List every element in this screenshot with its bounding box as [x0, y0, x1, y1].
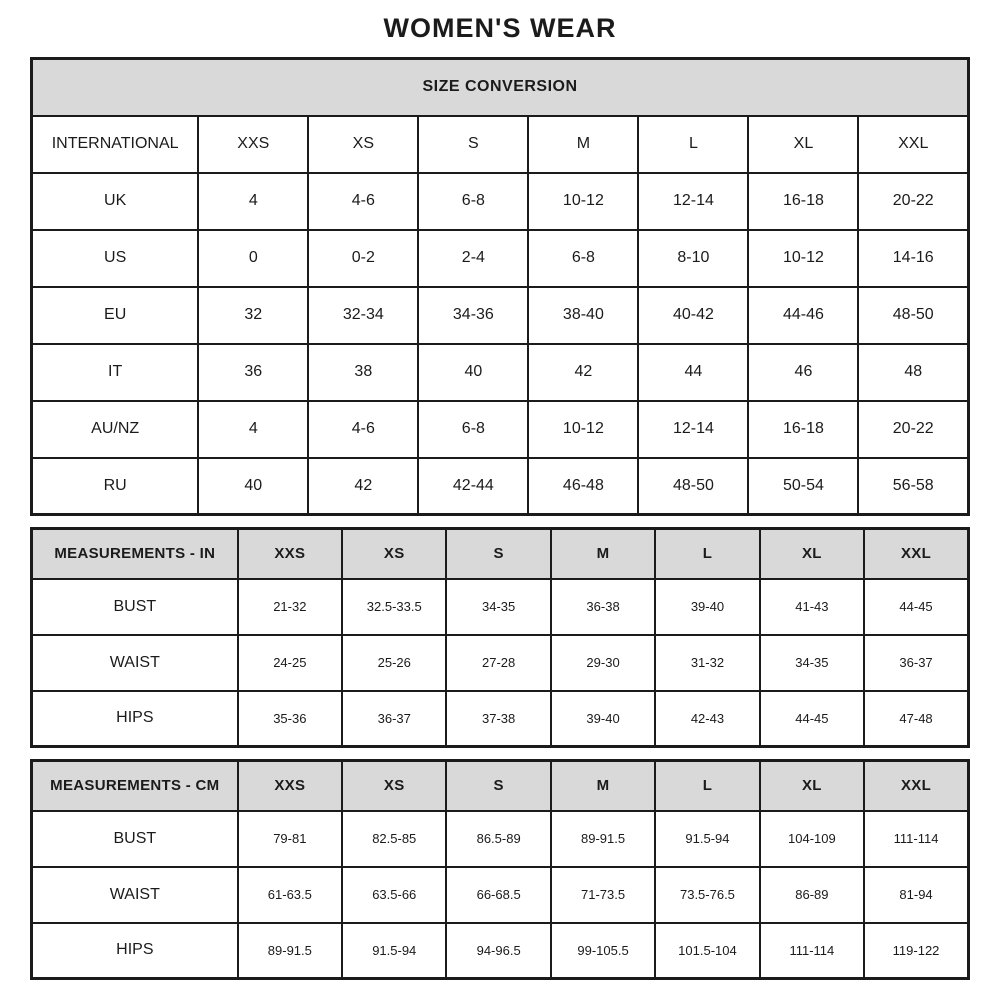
table-row [32, 635, 969, 691]
value-cell: 36-37 [864, 635, 968, 691]
row-label: HIPS [32, 923, 238, 979]
row-label: WAIST [32, 867, 238, 923]
value-cell: 29-30 [551, 635, 655, 691]
row-label: WAIST [32, 635, 238, 691]
value-cell: 40-42 [638, 287, 748, 344]
value-cell: 20-22 [858, 401, 968, 458]
row-label: AU/NZ [32, 401, 199, 458]
table-row [32, 811, 969, 867]
value-cell: 4 [198, 401, 308, 458]
value-cell: 86.5-89 [446, 811, 550, 867]
measurements-cm-table [30, 759, 970, 980]
value-cell: 37-38 [446, 691, 550, 747]
value-cell: 41-43 [760, 579, 864, 635]
value-cell: 46 [748, 344, 858, 401]
size-column-header: XXS [198, 116, 308, 173]
size-column-header: INTERNATIONAL [32, 116, 199, 173]
value-cell: 42-44 [418, 458, 528, 515]
size-column-header: S [446, 761, 550, 811]
value-cell: 111-114 [760, 923, 864, 979]
measurements-cm-header-row [32, 761, 969, 811]
value-cell: 56-58 [858, 458, 968, 515]
measurements-in-table [30, 527, 970, 748]
value-cell: 32.5-33.5 [342, 579, 446, 635]
value-cell: 48-50 [858, 287, 968, 344]
value-cell: 4-6 [308, 401, 418, 458]
value-cell: 61-63.5 [238, 867, 342, 923]
value-cell: 14-16 [858, 230, 968, 287]
value-cell: 36 [198, 344, 308, 401]
table-row [32, 867, 969, 923]
value-cell: 71-73.5 [551, 867, 655, 923]
measurements-cm-title: MEASUREMENTS - CM [32, 761, 238, 811]
value-cell: 0-2 [308, 230, 418, 287]
value-cell: 94-96.5 [446, 923, 550, 979]
value-cell: 36-37 [342, 691, 446, 747]
size-conversion-banner-row [32, 59, 969, 116]
value-cell: 16-18 [748, 173, 858, 230]
value-cell: 104-109 [760, 811, 864, 867]
value-cell: 89-91.5 [238, 923, 342, 979]
table-row [32, 344, 969, 401]
value-cell: 35-36 [238, 691, 342, 747]
value-cell: 8-10 [638, 230, 748, 287]
value-cell: 6-8 [418, 173, 528, 230]
value-cell: 44 [638, 344, 748, 401]
table-row [32, 287, 969, 344]
size-column-header: XXL [864, 529, 968, 579]
value-cell: 27-28 [446, 635, 550, 691]
value-cell: 42 [308, 458, 418, 515]
value-cell: 50-54 [748, 458, 858, 515]
size-column-header: L [638, 116, 748, 173]
row-label: IT [32, 344, 199, 401]
value-cell: 82.5-85 [342, 811, 446, 867]
size-column-header: L [655, 761, 759, 811]
value-cell: 2-4 [418, 230, 528, 287]
size-column-header: XXS [238, 761, 342, 811]
value-cell: 119-122 [864, 923, 968, 979]
value-cell: 39-40 [551, 691, 655, 747]
size-column-header: S [446, 529, 550, 579]
value-cell: 32-34 [308, 287, 418, 344]
size-column-header: XXL [864, 761, 968, 811]
size-column-header: XS [342, 761, 446, 811]
value-cell: 36-38 [551, 579, 655, 635]
value-cell: 46-48 [528, 458, 638, 515]
value-cell: 99-105.5 [551, 923, 655, 979]
value-cell: 16-18 [748, 401, 858, 458]
value-cell: 91.5-94 [655, 811, 759, 867]
value-cell: 6-8 [418, 401, 528, 458]
size-column-header: L [655, 529, 759, 579]
row-label: UK [32, 173, 199, 230]
value-cell: 20-22 [858, 173, 968, 230]
value-cell: 40 [198, 458, 308, 515]
value-cell: 12-14 [638, 173, 748, 230]
value-cell: 31-32 [655, 635, 759, 691]
size-column-header: XXL [858, 116, 968, 173]
row-label: HIPS [32, 691, 238, 747]
value-cell: 86-89 [760, 867, 864, 923]
value-cell: 12-14 [638, 401, 748, 458]
value-cell: 24-25 [238, 635, 342, 691]
value-cell: 66-68.5 [446, 867, 550, 923]
value-cell: 101.5-104 [655, 923, 759, 979]
table-row [32, 401, 969, 458]
row-label: BUST [32, 579, 238, 635]
value-cell: 32 [198, 287, 308, 344]
value-cell: 40 [418, 344, 528, 401]
size-column-header: M [551, 761, 655, 811]
value-cell: 38 [308, 344, 418, 401]
value-cell: 48 [858, 344, 968, 401]
table-row [32, 579, 969, 635]
size-column-header: XS [308, 116, 418, 173]
row-label: US [32, 230, 199, 287]
value-cell: 42-43 [655, 691, 759, 747]
size-conversion-table [30, 57, 970, 516]
size-conversion-body [32, 173, 969, 515]
table-row [32, 691, 969, 747]
value-cell: 73.5-76.5 [655, 867, 759, 923]
row-label: BUST [32, 811, 238, 867]
value-cell: 6-8 [528, 230, 638, 287]
size-conversion-columns-row [32, 116, 969, 173]
measurements-in-header-row [32, 529, 969, 579]
value-cell: 34-36 [418, 287, 528, 344]
row-label: EU [32, 287, 199, 344]
value-cell: 91.5-94 [342, 923, 446, 979]
size-conversion-title: SIZE CONVERSION [32, 59, 969, 116]
value-cell: 89-91.5 [551, 811, 655, 867]
value-cell: 48-50 [638, 458, 748, 515]
value-cell: 42 [528, 344, 638, 401]
value-cell: 10-12 [748, 230, 858, 287]
value-cell: 4 [198, 173, 308, 230]
table-row [32, 923, 969, 979]
value-cell: 25-26 [342, 635, 446, 691]
table-row [32, 230, 969, 287]
value-cell: 21-32 [238, 579, 342, 635]
value-cell: 39-40 [655, 579, 759, 635]
size-column-header: M [551, 529, 655, 579]
table-row [32, 458, 969, 515]
value-cell: 34-35 [446, 579, 550, 635]
value-cell: 79-81 [238, 811, 342, 867]
measurements-in-title: MEASUREMENTS - IN [32, 529, 238, 579]
size-column-header: S [418, 116, 528, 173]
measurements-in-body [32, 579, 969, 747]
value-cell: 0 [198, 230, 308, 287]
value-cell: 34-35 [760, 635, 864, 691]
size-column-header: XL [760, 761, 864, 811]
value-cell: 47-48 [864, 691, 968, 747]
size-column-header: XL [748, 116, 858, 173]
measurements-cm-body [32, 811, 969, 979]
value-cell: 4-6 [308, 173, 418, 230]
value-cell: 81-94 [864, 867, 968, 923]
value-cell: 10-12 [528, 401, 638, 458]
size-column-header: XXS [238, 529, 342, 579]
value-cell: 44-46 [748, 287, 858, 344]
value-cell: 63.5-66 [342, 867, 446, 923]
size-column-header: XL [760, 529, 864, 579]
value-cell: 44-45 [864, 579, 968, 635]
size-column-header: XS [342, 529, 446, 579]
value-cell: 44-45 [760, 691, 864, 747]
table-row [32, 173, 969, 230]
value-cell: 10-12 [528, 173, 638, 230]
value-cell: 111-114 [864, 811, 968, 867]
size-column-header: M [528, 116, 638, 173]
value-cell: 38-40 [528, 287, 638, 344]
page-title: WOMEN'S WEAR [383, 13, 617, 43]
row-label: RU [32, 458, 199, 515]
